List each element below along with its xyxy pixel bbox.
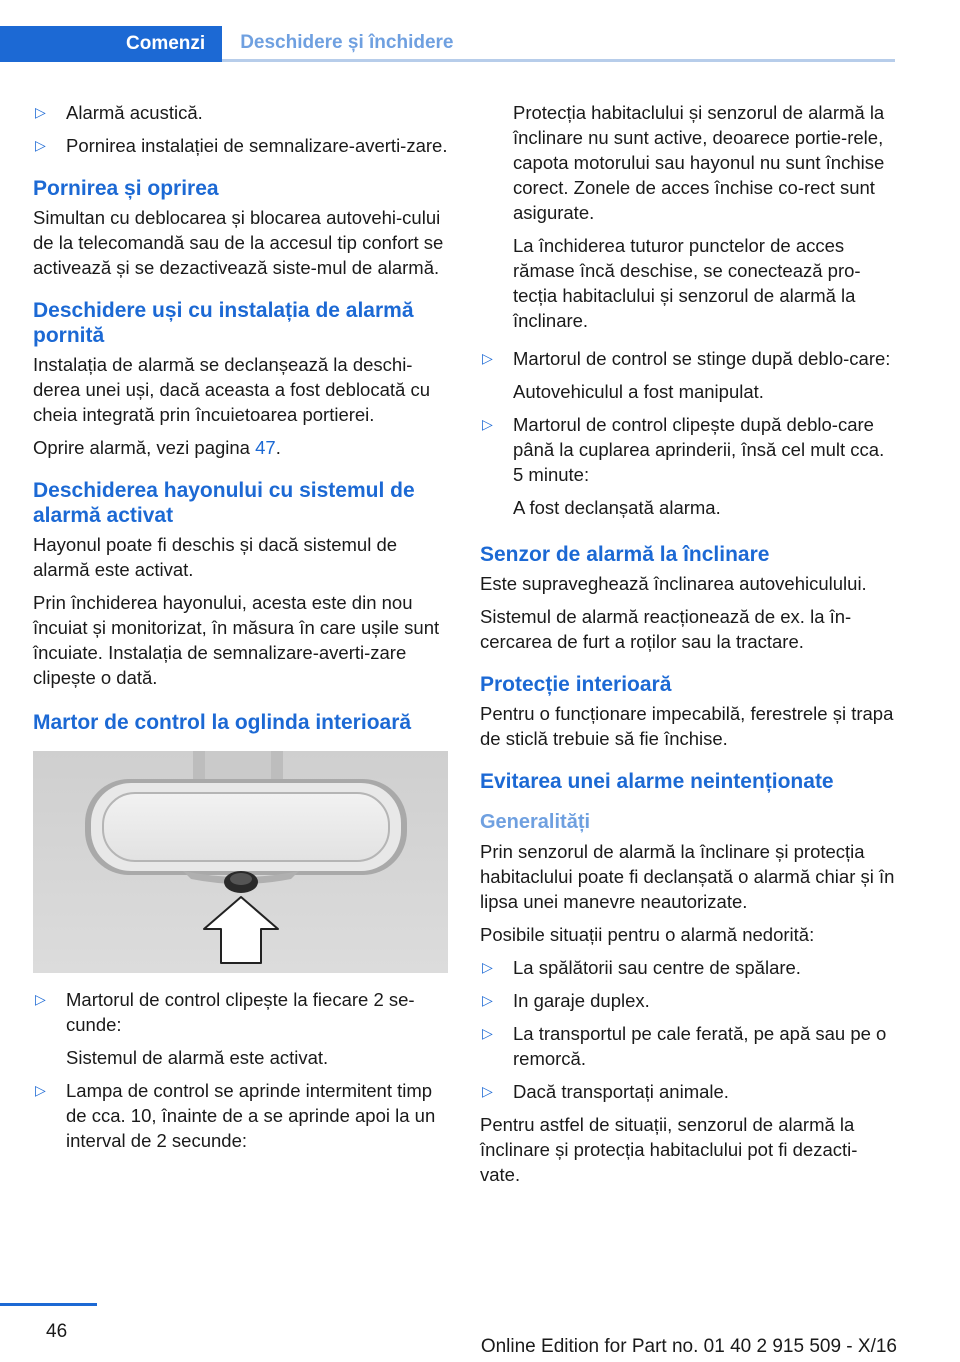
heading-senzor: Senzor de alarmă la înclinare xyxy=(480,543,770,566)
left-column xyxy=(33,100,449,1161)
paragraph-senzor-2: Sistemul de alarmă reacționează de ex. la în‐cercarea de furt a roților sau la tractare. xyxy=(480,606,852,652)
triangle-bullet-icon: ▷ xyxy=(35,137,46,153)
list-item: ▷ Martorul de control se stinge după deblo‐care: Autovehiculul a fost manipulat. xyxy=(482,348,891,402)
header-accent-bar xyxy=(0,26,100,62)
paragraph-continuation-2: La închiderea tuturor punctelor de acces rămase încă deschise, se conectează pro‐tecția habitaclului și senzorul de alarmă la înclinare. xyxy=(513,235,861,331)
page-link[interactable]: 47 xyxy=(255,437,276,458)
indicator-list-continued xyxy=(480,346,895,520)
list-item: ▷ Martorul de control clipește după deblo‐care până la cuplarea aprinderii, însă cel mult cca. 5 minute: A fost declanșată alarma. xyxy=(482,414,885,518)
list-item: ▷ La spălătorii sau centre de spălare. xyxy=(482,957,801,978)
list-item: ▷ La transportul pe cale ferată, pe apă sau pe o remorcă. xyxy=(482,1023,887,1069)
paragraph-continuation-1: Protecția habitaclului și senzorul de alarmă la înclinare nu sunt active, deoarece portie‐rele, capota motorului sau hayonul nu sunt închise corect. Zonele de acces închise co‐rect sunt asigurate. xyxy=(513,102,885,223)
list-item: ▷ Lampa de control se aprinde intermitent timp de cca. 10, înainte de a se aprinde apoi la un interval de 2 secunde: xyxy=(35,1080,436,1151)
paragraph-final: Pentru astfel de situații, senzorul de alarmă la înclinare și protecția habitaclului pot fi dezacti‐vate. xyxy=(480,1114,858,1185)
triangle-bullet-icon: ▷ xyxy=(35,1082,46,1098)
heading-generalitati: Generalități xyxy=(480,811,591,833)
heading-martor: Martor de control la oglinda interioară xyxy=(33,711,412,734)
heading-evitare: Evitarea unei alarme neintenționate xyxy=(480,770,834,793)
right-column xyxy=(513,100,895,341)
triangle-bullet-icon: ▷ xyxy=(482,416,493,432)
page-header xyxy=(0,26,895,62)
paragraph-hayon-1: Hayonul poate fi deschis și dacă sistemul de alarmă este activat. xyxy=(33,534,398,580)
triangle-bullet-icon: ▷ xyxy=(35,991,46,1007)
list-item: ▷ Martorul de control clipește la fiecare 2 se‐cunde: Sistemul de alarmă este activat. xyxy=(35,989,415,1068)
situations-list xyxy=(480,955,895,1104)
paragraph-protectie: Pentru o funcționare impecabilă, ferestrele și trapa de sticlă trebuie să fie închise. xyxy=(480,703,894,749)
triangle-bullet-icon: ▷ xyxy=(35,104,46,120)
rearview-mirror-image xyxy=(33,751,448,973)
list-item: ▷ Pornirea instalației de semnalizare-averti‐zare. xyxy=(35,135,448,156)
list-item: ▷ In garaje duplex. xyxy=(482,990,650,1011)
triangle-bullet-icon: ▷ xyxy=(482,1083,493,1099)
triangle-bullet-icon: ▷ xyxy=(482,992,493,1008)
list-item: ▷ Dacă transportați animale. xyxy=(482,1081,729,1102)
list-item: ▷ Alarmă acustică. xyxy=(35,102,203,123)
triangle-bullet-icon: ▷ xyxy=(482,1025,493,1041)
right-column-main xyxy=(480,346,895,1195)
triangle-bullet-icon: ▷ xyxy=(482,350,493,366)
heading-hayon: Deschiderea hayonului cu sistemul de alarmă activat xyxy=(33,479,415,527)
indicator-list xyxy=(33,987,449,1153)
paragraph-deschidere-usi: Instalația de alarmă se declanșează la deschi‐derea unei uși, dacă aceasta a fost deblocată cu cheia integrată prin încuietoarea portierei. xyxy=(33,354,430,425)
paragraph-generalitati-1: Prin senzorul de alarmă la înclinare și protecția habitaclului poate fi declanșată o alarmă chiar și în lipsa unei manevre neautorizate. xyxy=(480,841,895,912)
mirror-illustration xyxy=(33,751,448,973)
header-chapter-tab[interactable]: Deschidere și închidere xyxy=(222,26,895,62)
header-section-tab[interactable]: Comenzi xyxy=(100,26,222,62)
page-number: 46 xyxy=(46,1321,68,1342)
footer-accent-line xyxy=(0,1303,97,1306)
paragraph-generalitati-2: Posibile situații pentru o alarmă nedorită: xyxy=(480,924,815,945)
heading-protectie: Protecție interioară xyxy=(480,673,672,696)
paragraph-oprire-alarma: Oprire alarmă, vezi pagina 47. xyxy=(33,437,281,458)
heading-deschidere-usi: Deschidere uși cu instalația de alarmă pornită xyxy=(33,299,414,347)
paragraph-hayon-2: Prin închiderea hayonului, acesta este din nou încuiat și monitorizat, în măsura în care ușile sunt încuiate. Instalația de semnalizare-averti‐zare clipește o dată. xyxy=(33,592,440,688)
alarm-effects-list xyxy=(33,100,449,158)
paragraph-senzor-1: Este supraveghează înclinarea autovehiculului. xyxy=(480,573,867,594)
edition-note: Online Edition for Part no. 01 40 2 915 509 - X/16 xyxy=(480,1336,897,1357)
triangle-bullet-icon: ▷ xyxy=(482,959,493,975)
heading-pornire: Pornirea și oprirea xyxy=(33,177,219,200)
paragraph-pornire: Simultan cu deblocarea și blocarea autovehi‐cului de la telecomandă sau de la accesul tip confort se activează și se dezactivează siste‐mul de alarmă. xyxy=(33,207,444,278)
